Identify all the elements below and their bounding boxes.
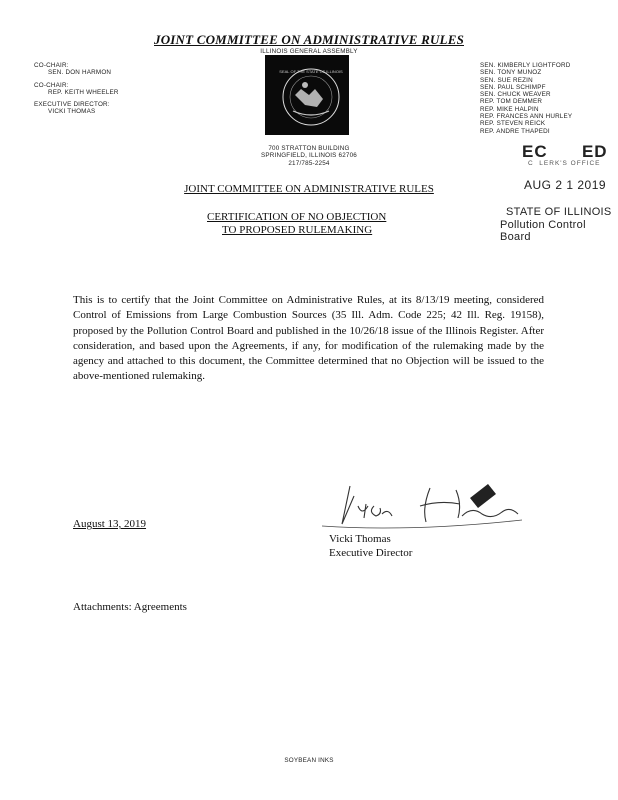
footer-note: SOYBEAN INKS [284, 757, 334, 764]
officers-column [34, 62, 119, 116]
letterhead-subtitle: ILLINOIS GENERAL ASSEMBLY [260, 48, 358, 55]
received-stamp-office: C LERK'S OFFICE [528, 160, 601, 167]
member-name: REP. FRANCES ANN HURLEY [480, 113, 573, 121]
committee-name: JOINT COMMITTEE ON ADMINISTRATIVE RULES [184, 183, 434, 195]
member-name: SEN. CHUCK WEAVER [480, 91, 551, 99]
executive-director-name: VICKI THOMAS [48, 108, 96, 116]
received-stamp-state: STATE OF ILLINOIS [506, 206, 612, 218]
certification-body: This is to certify that the Joint Committee on Administrative Rules, at its 8/13/19 meeting, considered Control of Emissions from Large Combustion Sources (35 Ill. Adm. Code 225; 42 Ill. Reg. 19158), proposed by the Pollution Control Board and published in the 10/26/18 issue of the Illinois Register. After consideration, and based upon the Agreements, if any, for modification of the rulemaking made by the agency and attached to this document, the Committee determined that no Objection will be issued to the above-mentioned rulemaking. [73, 294, 544, 383]
address-line: SPRINGFIELD, ILLINOIS 62706 [260, 152, 358, 160]
member-name: REP. ANDRE THAPEDI [480, 127, 550, 135]
certification-title: CERTIFICATION OF NO OBJECTION [207, 211, 387, 223]
letterhead-title: JOINT COMMITTEE ON ADMINISTRATIVE RULES [154, 32, 464, 47]
phone-line: 217/785-2254 [288, 159, 330, 167]
member-name: REP. TOM DEMMER [480, 98, 543, 106]
signature-image [320, 476, 530, 534]
member-name: REP. STEVEN REICK [480, 120, 546, 128]
state-seal-image [265, 55, 349, 135]
received-stamp-heading: EC ED [522, 142, 608, 161]
signer-title: Executive Director [329, 547, 413, 559]
signer-block [329, 532, 412, 560]
member-name: REP. MIKE HALPIN [480, 105, 539, 113]
member-name: SEN. SUE REZIN [480, 76, 533, 84]
member-name: SEN. PAUL SCHIMPF [480, 83, 546, 91]
certification-date: August 13, 2019 [73, 518, 147, 530]
executive-director-label: EXECUTIVE DIRECTOR: [34, 101, 110, 109]
received-stamp-date: AUG 2 1 2019 [524, 178, 607, 192]
member-name: SEN. KIMBERLY LIGHTFORD [480, 62, 571, 69]
certification-subtitle: TO PROPOSED RULEMAKING [222, 224, 373, 236]
cochair-label: CO-CHAIR: [34, 62, 69, 69]
members-column [480, 62, 572, 135]
seal-icon [265, 55, 349, 135]
seal-lettering: SEAL OF THE STATE OF ILLINOIS [279, 69, 343, 74]
cochair-name: REP. KEITH WHEELER [48, 88, 119, 96]
signer-name: Vicki Thomas [329, 533, 391, 545]
member-name: SEN. TONY MUNOZ [480, 69, 542, 77]
cochair-name: SEN. DON HARMON [48, 69, 112, 77]
cochair-label: CO-CHAIR: [34, 81, 69, 89]
received-stamp-board: Pollution Control Board [500, 219, 586, 243]
attachments-note: Attachments: Agreements [73, 601, 187, 613]
address-line: 700 STRATTON BUILDING [268, 145, 350, 152]
